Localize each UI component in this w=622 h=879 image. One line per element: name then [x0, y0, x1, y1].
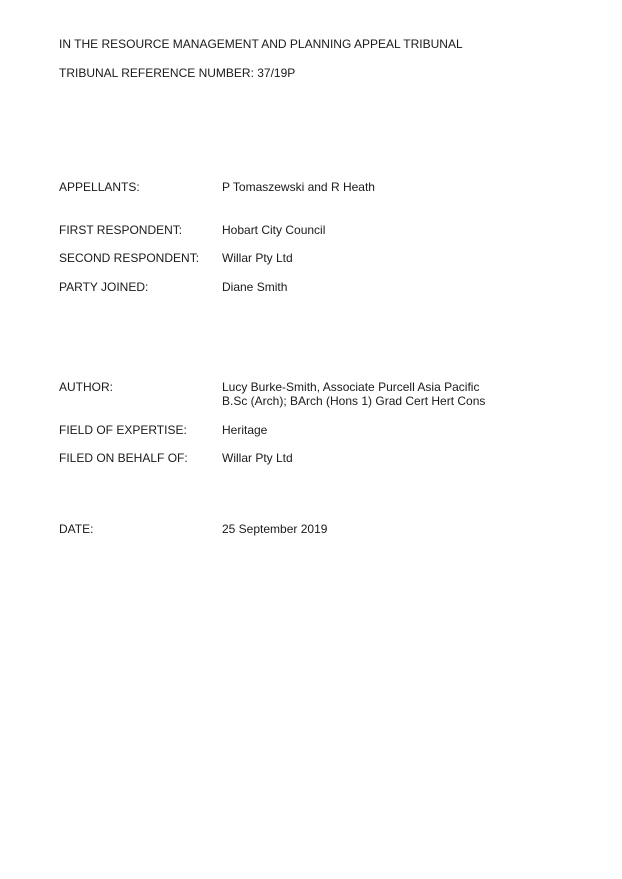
field-of-expertise-label: FIELD OF EXPERTISE: — [59, 423, 187, 437]
field-of-expertise-value: Heritage — [222, 423, 268, 437]
filed-on-behalf-value: Willar Pty Ltd — [222, 451, 293, 465]
first-respondent-value: Hobart City Council — [222, 223, 326, 237]
appellants-value: P Tomaszewski and R Heath — [222, 180, 375, 194]
author-name-line: Lucy Burke-Smith, Associate Purcell Asia Pacific — [222, 380, 480, 394]
appellants-label: APPELLANTS: — [59, 180, 140, 194]
date-value: 25 September 2019 — [222, 522, 328, 536]
date-label: DATE: — [59, 522, 94, 536]
tribunal-heading: IN THE RESOURCE MANAGEMENT AND PLANNING APPEAL TRIBUNAL — [59, 37, 463, 51]
filed-on-behalf-label: FILED ON BEHALF OF: — [59, 451, 188, 465]
second-respondent-value: Willar Pty Ltd — [222, 251, 293, 265]
party-joined-value: Diane Smith — [222, 280, 288, 294]
author-label: AUTHOR: — [59, 380, 113, 394]
first-respondent-label: FIRST RESPONDENT: — [59, 223, 183, 237]
tribunal-reference: TRIBUNAL REFERENCE NUMBER: 37/19P — [59, 66, 296, 80]
author-qualifications-line: B.Sc (Arch); BArch (Hons 1) Grad Cert Hert Cons — [222, 394, 486, 408]
party-joined-label: PARTY JOINED: — [59, 280, 149, 294]
author-value — [222, 380, 485, 408]
second-respondent-label: SECOND RESPONDENT: — [59, 251, 200, 265]
